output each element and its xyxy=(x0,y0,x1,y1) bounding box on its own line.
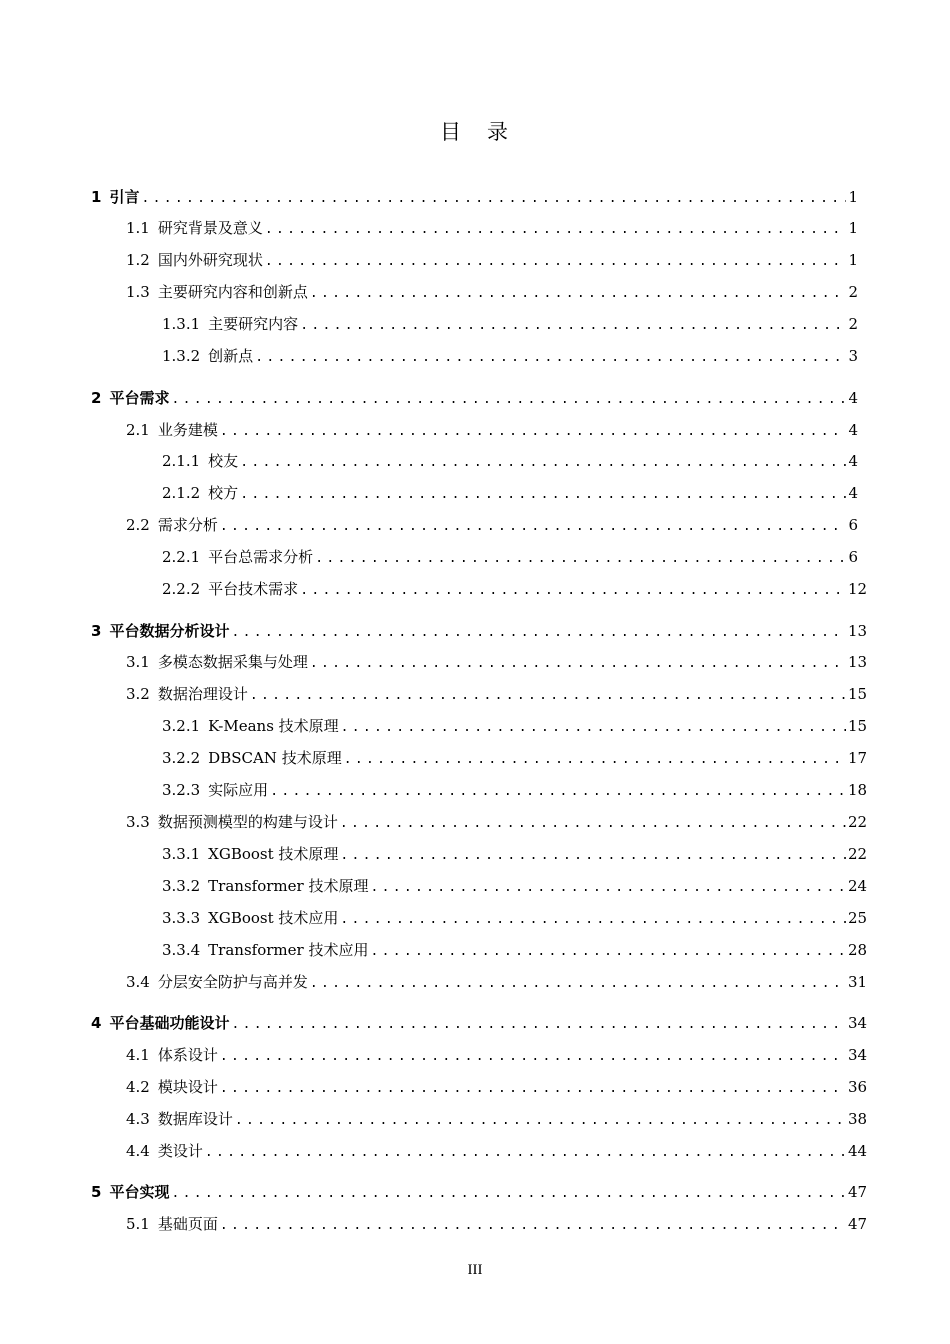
toc-label: 平台数据分析设计 xyxy=(109,622,230,640)
toc-page-number: 13 xyxy=(848,622,868,640)
page-title-char-1: 目 xyxy=(440,120,463,144)
toc-page-number: 25 xyxy=(848,909,868,927)
toc-entry[interactable] xyxy=(0,1043,950,1067)
toc-page-number: 3 xyxy=(848,347,858,365)
toc-entry[interactable] xyxy=(0,1075,950,1099)
toc-entry[interactable] xyxy=(0,545,950,569)
toc-entry[interactable] xyxy=(0,1107,950,1131)
toc-page-number: 44 xyxy=(848,1142,868,1160)
toc-label: 平台需求 xyxy=(109,389,170,407)
toc-page-number: 28 xyxy=(848,941,868,959)
toc-entry[interactable] xyxy=(0,449,950,473)
toc-entry[interactable] xyxy=(0,312,950,336)
toc-number: 2.1.2 xyxy=(162,484,201,502)
toc-number: 4.2 xyxy=(126,1078,150,1096)
toc-label: 数据治理设计 xyxy=(157,685,248,703)
toc-page-number: 1 xyxy=(848,251,858,269)
toc-label: 主要研究内容和创新点 xyxy=(157,283,308,301)
toc-label: 业务建模 xyxy=(157,421,218,439)
toc-page-number: 31 xyxy=(848,973,868,991)
toc-page-number: 34 xyxy=(848,1046,868,1064)
toc-entry[interactable] xyxy=(0,778,950,802)
toc-page-number: 1 xyxy=(848,188,858,206)
toc-entry[interactable] xyxy=(0,513,950,537)
toc-number: 2.1 xyxy=(126,421,150,439)
toc-page-number: 47 xyxy=(848,1215,868,1233)
toc-number: 1.2 xyxy=(126,251,150,269)
page-footer-number: III xyxy=(467,1262,483,1278)
toc-label: XGBoost 技术应用 xyxy=(208,909,339,927)
toc-label: 需求分析 xyxy=(157,516,218,534)
toc-label: 国内外研究现状 xyxy=(157,251,263,269)
toc-entry[interactable] xyxy=(0,906,950,930)
toc-number: 4.4 xyxy=(126,1142,150,1160)
toc-number: 1.1 xyxy=(126,219,150,237)
toc-entry[interactable] xyxy=(0,1212,950,1236)
toc-entry[interactable] xyxy=(0,1011,950,1035)
toc-page-number: 47 xyxy=(848,1183,868,1201)
toc-label: 数据预测模型的构建与设计 xyxy=(157,813,338,831)
toc-number: 1 xyxy=(91,188,102,206)
toc-page-number: 4 xyxy=(848,421,858,439)
toc-entry[interactable] xyxy=(0,682,950,706)
toc-page-number: 4 xyxy=(848,452,858,470)
toc-label: 引言 xyxy=(109,188,140,206)
toc-label: 平台总需求分析 xyxy=(208,548,314,566)
toc-number: 3.3.2 xyxy=(162,877,201,895)
toc-label: 实际应用 xyxy=(208,781,269,799)
toc-entry[interactable] xyxy=(0,386,950,410)
toc-page-number: 2 xyxy=(848,315,858,333)
toc-page-number: 36 xyxy=(848,1078,868,1096)
toc-entry[interactable] xyxy=(0,577,950,601)
toc-number: 2.2 xyxy=(126,516,150,534)
toc-number: 3.3 xyxy=(126,813,150,831)
toc-label: 模块设计 xyxy=(157,1078,218,1096)
toc-label: 校方 xyxy=(208,484,239,502)
toc-page-number: 12 xyxy=(848,580,868,598)
toc-page-number: 13 xyxy=(848,653,868,671)
toc-label: XGBoost 技术原理 xyxy=(208,845,339,863)
toc-number: 3.3.1 xyxy=(162,845,201,863)
toc-number: 2 xyxy=(91,389,102,407)
toc-entry[interactable] xyxy=(0,1139,950,1163)
toc-number: 4.1 xyxy=(126,1046,150,1064)
toc-page-number: 4 xyxy=(848,389,858,407)
toc-label: 研究背景及意义 xyxy=(157,219,263,237)
toc-entry[interactable] xyxy=(0,810,950,834)
toc-entry[interactable] xyxy=(0,216,950,240)
toc-number: 1.3 xyxy=(126,283,150,301)
toc-label: 创新点 xyxy=(208,347,254,365)
toc-page-number: 22 xyxy=(848,845,868,863)
toc-number: 5 xyxy=(91,1183,102,1201)
toc-number: 3.2 xyxy=(126,685,150,703)
toc-entry[interactable] xyxy=(0,481,950,505)
toc-entry[interactable] xyxy=(0,1180,950,1204)
toc-label: 主要研究内容 xyxy=(208,315,299,333)
toc-number: 3.2.2 xyxy=(162,749,201,767)
toc-number: 3.3.3 xyxy=(162,909,201,927)
toc-label: K-Means 技术原理 xyxy=(208,717,339,735)
toc-label: 体系设计 xyxy=(157,1046,218,1064)
page-title xyxy=(0,116,950,146)
toc-number: 3 xyxy=(91,622,102,640)
toc-page-number: 15 xyxy=(848,685,868,703)
toc-label: 基础页面 xyxy=(157,1215,218,1233)
toc-page-number: 38 xyxy=(848,1110,868,1128)
toc-entry[interactable] xyxy=(0,970,950,994)
toc-number: 1.3.1 xyxy=(162,315,201,333)
toc-entry[interactable] xyxy=(0,714,950,738)
toc-page-number: 4 xyxy=(848,484,858,502)
toc-label: 类设计 xyxy=(157,1142,203,1160)
toc-entry[interactable] xyxy=(0,874,950,898)
toc-number: 4.3 xyxy=(126,1110,150,1128)
toc-entry[interactable] xyxy=(0,248,950,272)
toc-label: 分层安全防护与高并发 xyxy=(157,973,308,991)
toc-number: 2.1.1 xyxy=(162,452,201,470)
toc-page-number: 6 xyxy=(848,548,858,566)
toc-entry[interactable] xyxy=(0,418,950,442)
toc-entry[interactable] xyxy=(0,746,950,770)
toc-label: Transformer 技术应用 xyxy=(208,941,369,959)
toc-label: 数据库设计 xyxy=(157,1110,233,1128)
toc-label: 平台基础功能设计 xyxy=(109,1014,230,1032)
toc-number: 2.2.1 xyxy=(162,548,201,566)
toc-entry[interactable] xyxy=(0,280,950,304)
toc-page-number: 34 xyxy=(848,1014,868,1032)
toc-label: Transformer 技术原理 xyxy=(208,877,369,895)
toc-number: 3.2.3 xyxy=(162,781,201,799)
toc-page-number: 17 xyxy=(848,749,868,767)
toc-number: 3.3.4 xyxy=(162,941,201,959)
toc-label: 平台实现 xyxy=(109,1183,170,1201)
toc-label: 校友 xyxy=(208,452,239,470)
toc-page-number: 22 xyxy=(848,813,868,831)
toc-number: 5.1 xyxy=(126,1215,150,1233)
toc-number: 3.4 xyxy=(126,973,150,991)
toc-number: 4 xyxy=(91,1014,102,1032)
toc-entry[interactable] xyxy=(0,650,950,674)
page-title-char-2: 录 xyxy=(487,120,510,144)
toc-entry[interactable] xyxy=(0,344,950,368)
toc-page-number: 18 xyxy=(848,781,868,799)
toc-number: 1.3.2 xyxy=(162,347,201,365)
toc-entry[interactable] xyxy=(0,842,950,866)
toc-number: 2.2.2 xyxy=(162,580,201,598)
toc-label: DBSCAN 技术原理 xyxy=(208,749,342,767)
toc-entry[interactable] xyxy=(0,619,950,643)
toc-page-number: 6 xyxy=(848,516,858,534)
toc-page-number: 2 xyxy=(848,283,858,301)
toc-label: 多模态数据采集与处理 xyxy=(157,653,308,671)
toc-entry[interactable] xyxy=(0,185,950,209)
toc-page-number: 24 xyxy=(848,877,868,895)
toc-entry[interactable] xyxy=(0,938,950,962)
toc-number: 3.2.1 xyxy=(162,717,201,735)
toc-label: 平台技术需求 xyxy=(208,580,299,598)
toc-page-number: 15 xyxy=(848,717,868,735)
toc-page-number: 1 xyxy=(848,219,858,237)
toc-number: 3.1 xyxy=(126,653,150,671)
